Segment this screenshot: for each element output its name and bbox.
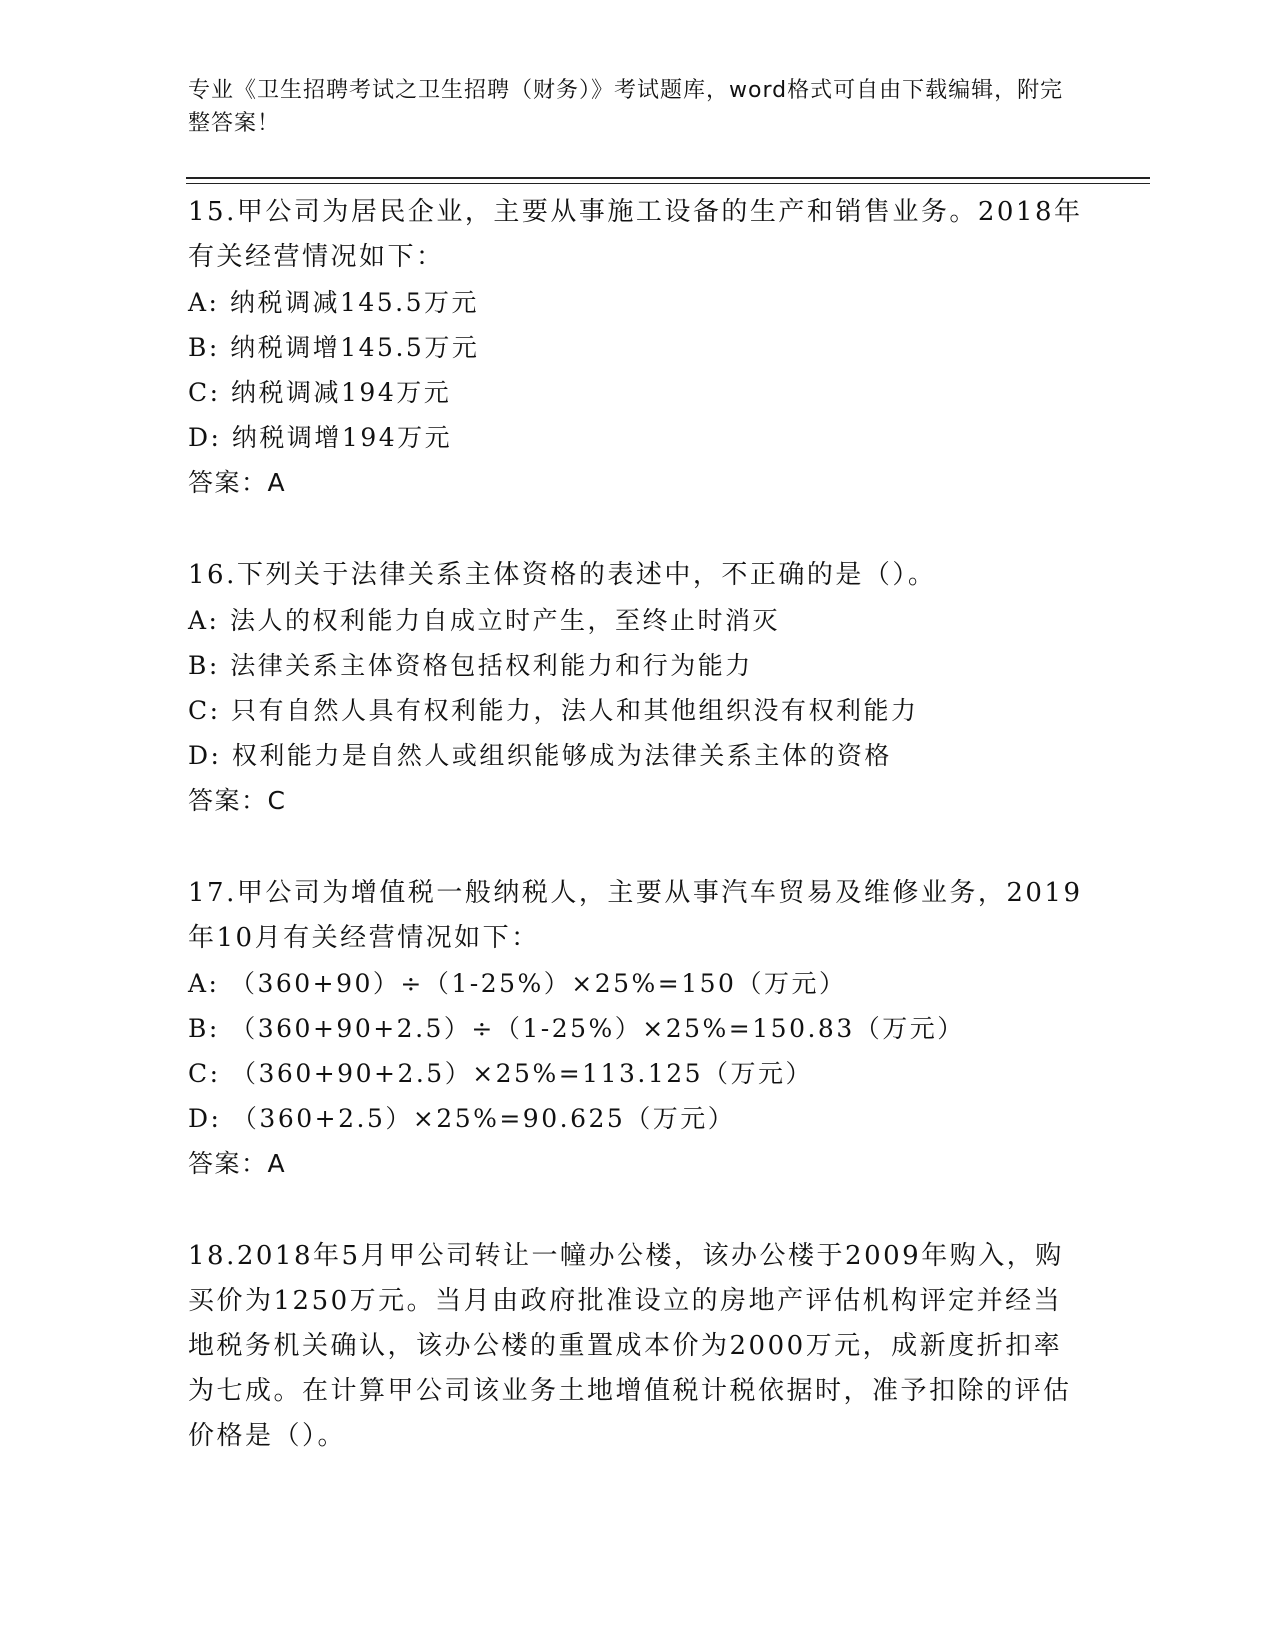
- option-c: [188, 370, 1088, 415]
- question-list: [188, 190, 1088, 1507]
- option-letter: D:: [188, 741, 222, 770]
- option-letter: A:: [188, 969, 220, 998]
- header-divider-thin: [186, 183, 1150, 184]
- option-c: [188, 688, 1088, 733]
- question-17: [188, 871, 1088, 1186]
- option-letter: D:: [188, 423, 222, 452]
- option-b: [188, 643, 1088, 688]
- option-d: [188, 1096, 1088, 1141]
- question-16: [188, 553, 1088, 823]
- question-18: [188, 1234, 1088, 1459]
- option-letter: A:: [188, 288, 220, 317]
- option-d: [188, 733, 1088, 778]
- option-text: 法律关系主体资格包括权利能力和行为能力: [230, 651, 753, 680]
- question-stem: 16.下列关于法律关系主体资格的表述中，不正确的是（）。: [188, 560, 937, 590]
- question-stem: 15.甲公司为居民企业，主要从事施工设备的生产和销售业务。2018年有关经营情况如下：: [188, 197, 1083, 272]
- option-text: 只有自然人具有权利能力，法人和其他组织没有权利能力: [231, 696, 919, 725]
- page-header: 专业《卫生招聘考试之卫生招聘（财务）》考试题库，word格式可自由下载编辑，附完整答案！: [188, 78, 1064, 136]
- answer-label: 答案：A: [188, 468, 287, 497]
- option-letter: C:: [188, 378, 221, 407]
- option-text: 权利能力是自然人或组织能够成为法律关系主体的资格: [231, 741, 892, 770]
- option-d: [188, 415, 1088, 460]
- option-a: [188, 961, 1088, 1006]
- option-a: [188, 598, 1088, 643]
- option-letter: C:: [188, 1059, 221, 1088]
- option-text: 纳税调减145.5万元: [229, 288, 480, 317]
- option-text: 纳税调增194万元: [231, 423, 453, 452]
- option-letter: C:: [188, 696, 221, 725]
- header-divider-thick: [186, 177, 1150, 179]
- option-text: （360+90）÷（1-25%）×25%=150（万元）: [229, 969, 847, 998]
- option-c: [188, 1051, 1088, 1096]
- answer-label: 答案：A: [188, 1149, 287, 1178]
- question-15: [188, 190, 1088, 505]
- option-text: （360+2.5）×25%=90.625（万元）: [231, 1104, 736, 1133]
- option-text: 纳税调增145.5万元: [230, 333, 480, 362]
- option-letter: B:: [188, 333, 220, 362]
- option-text: （360+90+2.5）×25%=113.125（万元）: [231, 1059, 814, 1088]
- option-a: [188, 280, 1088, 325]
- answer-label: 答案：C: [188, 786, 287, 815]
- option-text: （360+90+2.5）÷（1-25%）×25%=150.83（万元）: [230, 1014, 965, 1043]
- option-b: [188, 325, 1088, 370]
- option-text: 法人的权利能力自成立时产生，至终止时消灭: [229, 606, 780, 635]
- question-stem: 18.2018年5月甲公司转让一幢办公楼，该办公楼于2009年购入，购买价为1250万元。当月由政府批准设立的房地产评估机构评定并经当地税务机关确认，该办公楼的重置成本价为2000万元，成新度折扣率为七成。在计算甲公司该业务土地增值税计税依据时，准予扣除的评估价格是（）。: [188, 1241, 1072, 1451]
- option-b: [188, 1006, 1088, 1051]
- question-stem: 17.甲公司为增值税一般纳税人，主要从事汽车贸易及维修业务，2019年10月有关经营情况如下：: [188, 878, 1083, 953]
- option-letter: B:: [188, 651, 220, 680]
- option-letter: B:: [188, 1014, 220, 1043]
- option-letter: A:: [188, 606, 220, 635]
- option-letter: D:: [188, 1104, 222, 1133]
- option-text: 纳税调减194万元: [231, 378, 452, 407]
